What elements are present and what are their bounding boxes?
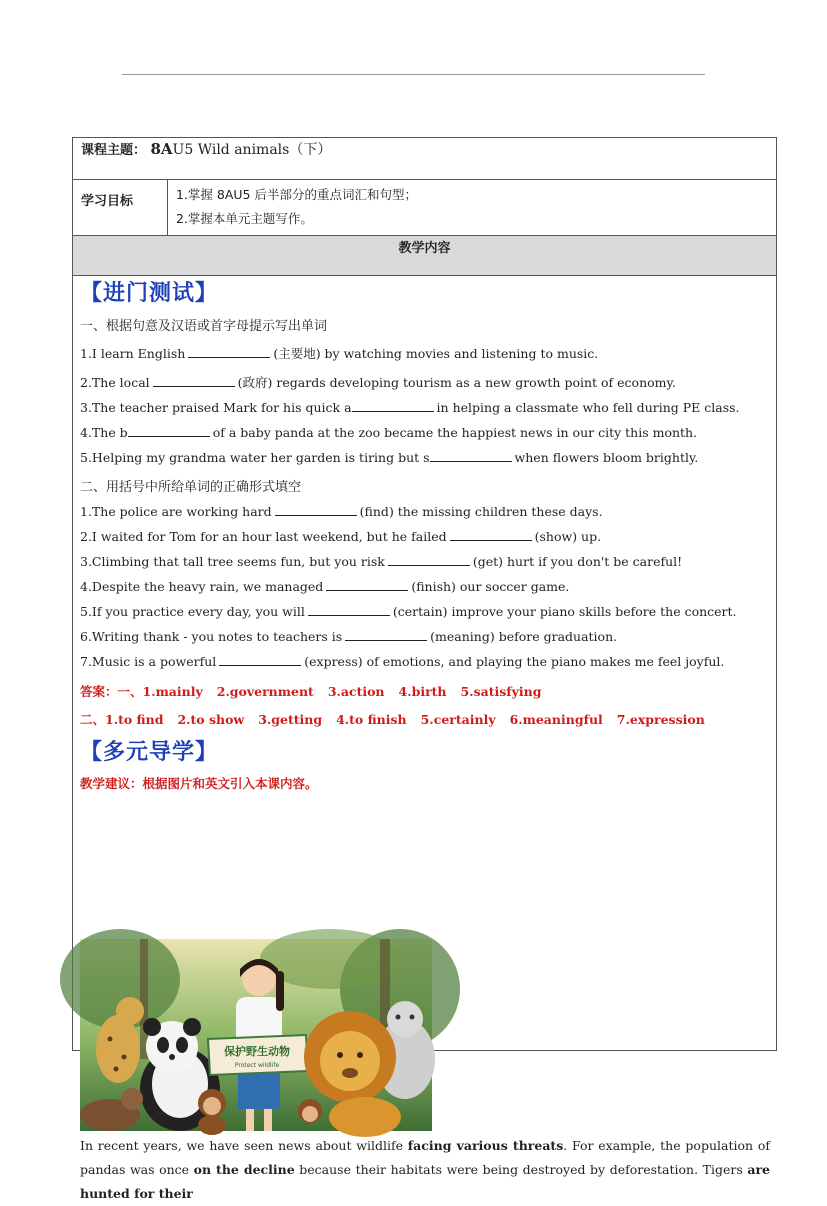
question-row: 5.Helping my grandma water her garden is tiring but s when flowers bloom brightly. (80, 450, 699, 465)
answers-label: 答案：一、 (80, 684, 143, 699)
topic-label: 课程主题： (81, 143, 147, 158)
question-row: 3.The teacher praised Mark for his quick a in helping a classmate who fell during PE class. (80, 400, 740, 415)
intro-paragraph: In recent years, we have seen news about wildlife facing various threats. For example, the population of pandas was once on the decline because their habitats were being destroyed by deforestation. Tigers are hunted for their (80, 1138, 771, 1201)
question-row: 1.The police are working hard (find) the missing children these days. (80, 504, 603, 519)
protect-wildlife-sign (208, 1035, 308, 1075)
topic-code: 8A (150, 140, 173, 158)
answer-item: 5.certainly (420, 712, 496, 727)
key-phrase: on the decline (193, 1162, 295, 1177)
teaching-suggestion: 教学建议：根据图片和英文引入本课内容。 (80, 776, 318, 791)
question-row: 5.If you practice every day, you will (certain) improve your piano skills before the concert. (80, 604, 737, 619)
topic-row (73, 138, 776, 180)
answer-blank[interactable] (352, 401, 434, 412)
answers-part1 (80, 682, 556, 700)
question-row: 4.Despite the heavy rain, we managed (finish) our soccer game. (80, 579, 570, 594)
answer-blank[interactable] (153, 376, 235, 387)
answer-blank[interactable] (275, 505, 357, 516)
question-row: 2.I waited for Tom for an hour last weekend, but he failed (show) up. (80, 529, 602, 544)
lesson-table (72, 137, 777, 1201)
question-row: 2.The local (政府) regards developing tourism as a new growth point of economy. (80, 375, 676, 390)
answer-blank[interactable] (308, 605, 390, 616)
guide-title: 【多元导学】 (80, 740, 219, 765)
course-topic (81, 139, 331, 159)
key-phrase: facing various threats (407, 1138, 564, 1153)
header-rule (122, 74, 705, 75)
sign-text: 保护野生动物 (224, 1045, 290, 1058)
goal-item: 1.掌握 8AU5 后半部分的重点词汇和句型； (176, 187, 417, 202)
topic-title: U5 Wild animals（下） (172, 142, 332, 158)
answer-blank[interactable] (345, 630, 427, 641)
answer-blank[interactable] (128, 426, 210, 437)
answer-blank[interactable] (450, 530, 532, 541)
answer-item: 1.mainly (142, 684, 203, 699)
content-heading: 教学内容 (73, 236, 776, 276)
answer-blank[interactable] (326, 580, 408, 591)
goal-item: 2.掌握本单元主题写作。 (176, 211, 313, 226)
answer-blank[interactable] (388, 555, 470, 566)
answer-item: 3.getting (258, 712, 323, 727)
goals-label: 学习目标 (73, 180, 168, 236)
answer-blank[interactable] (219, 655, 301, 666)
key-phrase: are hunted for their (80, 1162, 771, 1201)
answer-item: 2.government (216, 684, 314, 699)
wildlife-illustration (80, 939, 432, 1131)
sign-subtext: Protect wildlife (234, 1062, 280, 1069)
monkey (198, 1089, 226, 1135)
question-row: 6.Writing thank - you notes to teachers is (meaning) before graduation. (80, 629, 618, 644)
answer-item: 1.to find (105, 712, 164, 727)
monkey (298, 1099, 322, 1123)
part1-title: 一、根据句意及汉语或首字母提示写出单词 (80, 319, 328, 334)
answer-item: 4.birth (398, 684, 447, 699)
answer-item: 2.to show (177, 712, 245, 727)
goals-list (176, 183, 417, 231)
answers-part2 (80, 710, 719, 728)
part2-title: 二、用括号中所给单词的正确形式填空 (80, 480, 302, 495)
answers-label: 二、 (80, 712, 106, 727)
question-row: 3.Climbing that tall tree seems fun, but you risk (get) hurt if you don't be careful! (80, 554, 683, 569)
entry-test-title: 【进门测试】 (80, 281, 219, 306)
answer-item: 4.to finish (336, 712, 407, 727)
answer-item: 6.meaningful (509, 712, 603, 727)
answer-blank[interactable] (188, 347, 270, 358)
question-row: 1.I learn English (主要地) by watching movies and listening to music. (80, 346, 599, 361)
wildlife-illustration-svg (80, 939, 432, 1131)
question-row: 7.Music is a powerful (express) of emotions, and playing the piano makes me feel joyful. (80, 654, 725, 669)
answer-item: 5.satisfying (460, 684, 542, 699)
question-row: 4.The b of a baby panda at the zoo became the happiest news in our city this month. (80, 425, 698, 440)
answer-item: 7.expression (616, 712, 705, 727)
goals-row (73, 180, 776, 236)
answer-item: 3.action (327, 684, 385, 699)
answer-blank[interactable] (430, 451, 512, 462)
